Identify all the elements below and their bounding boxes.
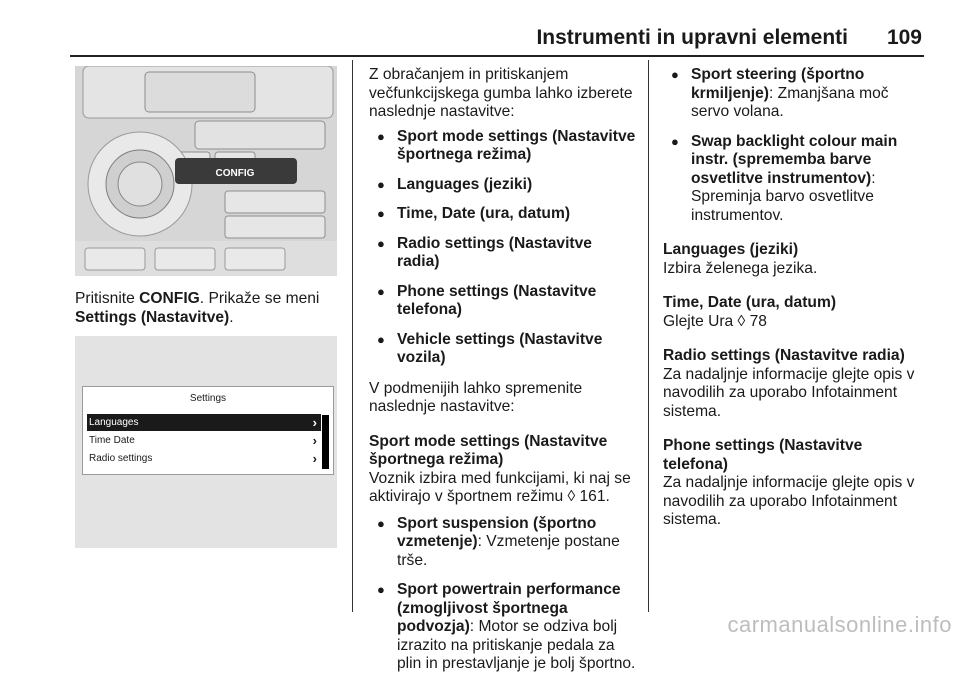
settings-display [82, 386, 334, 475]
list-item: ● Vehicle settings (Nastavitve vozila) [369, 331, 637, 368]
sport-options-list-cont [663, 66, 925, 225]
column-2 [369, 66, 637, 686]
page-number: 109 [886, 26, 922, 49]
section-text: Za nadaljnje informacije glejte opis v navodilih za uporabo Infotainment sistema. [663, 474, 915, 528]
list-item: ● Phone settings (Nastavitve telefona) [369, 283, 637, 320]
list-item: ● Sport suspension (športno vzmetenje): Vzmetenje postane trše. [369, 515, 637, 571]
chevron-right-icon: › [312, 451, 317, 466]
settings-display-title: Settings [189, 393, 227, 404]
console-photo [75, 66, 337, 276]
settings-screen-figure [75, 336, 337, 548]
submenu-text: V podmenijih lahko spremenite naslednje nastavitve: [369, 379, 583, 415]
list-item: ● Languages (jeziki) [369, 176, 637, 195]
settings-row-time-date: Time Date › [89, 433, 317, 448]
config-caption: Pritisnite CONFIG. Prikaže se meni Settings (Nastavitve). [75, 290, 320, 326]
list-item: ● Sport powertrain performance (zmogljivost športnega podvozja): Motor se odziva bolj izrazito na pritiskanje pedala za plin in prestavljanje je bolj športno. [369, 581, 637, 674]
section-text: Voznik izbira med funkcijami, ki naj se aktivirajo v športnem režimu ◊ 161. [369, 469, 631, 505]
list-item: ● Time, Date (ura, datum) [369, 205, 637, 224]
list-item: ● Sport mode settings (Nastavitve športnega režima) [369, 128, 637, 165]
section-text: Izbira želenega jezika. [663, 259, 818, 277]
section-heading: Radio settings (Nastavitve radia) [663, 347, 905, 364]
chevron-right-icon: › [312, 433, 317, 448]
section-heading: Phone settings (Nastavitve telefona) [663, 437, 863, 473]
console-illustration [75, 66, 337, 276]
header-divider [70, 55, 924, 57]
section-heading: Languages (jeziki) [663, 241, 799, 258]
settings-row-languages: Languages › [87, 414, 321, 431]
list-item: ● Sport steering (športno krmiljenje): Zmanjšana moč servo volana. [663, 66, 925, 122]
settings-row-radio: Radio settings › [89, 451, 317, 466]
section-text: Glejte Ura ◊ 78 [663, 312, 767, 330]
section-text: Za nadaljnje informacije glejte opis v navodilih za uporabo Infotainment sistema. [663, 365, 915, 420]
sport-options-list [369, 515, 637, 674]
section-heading: Time, Date (ura, datum) [663, 294, 837, 311]
config-button-label: CONFIG [215, 168, 255, 179]
settings-list [369, 128, 637, 368]
column-divider-2 [648, 60, 649, 612]
intro-text: Z obračanjem in pritiskanjem večfunkcijskega gumba lahko izberete naslednje nastavitve: [369, 66, 633, 120]
chevron-right-icon: › [312, 415, 317, 430]
list-item: ● Swap backlight colour main instr. (sprememba barve osvetlitve instrumentov): Spreminja barvo osvetlitve instrumentov. [663, 133, 925, 226]
column-3 [663, 66, 925, 546]
section-heading: Sport mode settings (Nastavitve športnega režima) [369, 432, 608, 468]
page-title: Instrumenti in upravni elementi [536, 26, 848, 49]
column-divider-1 [352, 60, 353, 612]
scrollbar-indicator [322, 415, 329, 469]
list-item: ● Radio settings (Nastavitve radia) [369, 235, 637, 272]
watermark: carmanualsonline.info [727, 612, 952, 637]
